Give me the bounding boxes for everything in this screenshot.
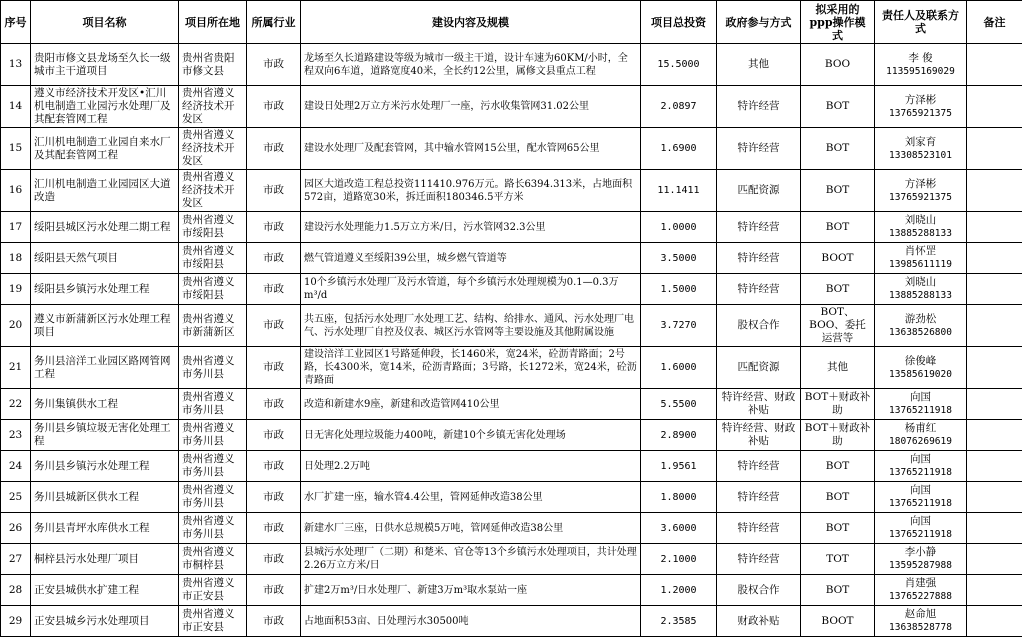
- cell-location: 贵州省遵义市桐梓县: [179, 544, 247, 575]
- cell-contact: [875, 606, 967, 637]
- cell-no: 26: [1, 513, 31, 544]
- cell-no: 17: [1, 212, 31, 243]
- cell-notes: [967, 451, 1022, 482]
- cell-scope: 新建水厂三座，日供水总规模5万吨，管网延伸改造38公里: [301, 513, 641, 544]
- cell-industry: 市政: [247, 451, 301, 482]
- cell-ppp-mode: BOO: [801, 44, 875, 86]
- cell-location: 贵州省遵义市务川县: [179, 347, 247, 389]
- header-contact: 责任人及联系方式: [875, 1, 967, 44]
- cell-no: 24: [1, 451, 31, 482]
- cell-location: 贵州省遵义经济技术开发区: [179, 128, 247, 170]
- cell-notes: [967, 606, 1022, 637]
- table-row: [1, 44, 1022, 86]
- cell-ppp-mode: BOT＋财政补助: [801, 389, 875, 420]
- cell-project-name: 遵义市经济技术开发区•汇川机电制造工业园污水处理厂及其配套管网工程: [31, 86, 179, 128]
- header-scope: 建设内容及规模: [301, 1, 641, 44]
- cell-notes: [967, 389, 1022, 420]
- cell-notes: [967, 44, 1022, 86]
- cell-ppp-mode: BOT、BOO、委托运营等: [801, 305, 875, 347]
- cell-ppp-mode: BOT＋财政补助: [801, 420, 875, 451]
- header-ppp-mode: 拟采用的ppp操作模式: [801, 1, 875, 44]
- cell-gov-role: 特许经营: [717, 451, 801, 482]
- contact-person: 方泽彬: [904, 93, 937, 106]
- cell-industry: 市政: [247, 44, 301, 86]
- cell-notes: [967, 575, 1022, 606]
- cell-no: 15: [1, 128, 31, 170]
- contact-person: 肖怀罡: [904, 245, 937, 257]
- contact-person: 向国: [910, 515, 931, 527]
- contact-person: 刘晓山: [904, 214, 937, 226]
- cell-no: 18: [1, 243, 31, 274]
- contact-phone: 13595287988: [889, 560, 952, 571]
- cell-project-name: 桐梓县污水处理厂项目: [31, 544, 179, 575]
- header-investment: 项目总投资: [641, 1, 717, 44]
- cell-industry: 市政: [247, 544, 301, 575]
- contact-person: 方泽彬: [904, 177, 937, 190]
- cell-no: 16: [1, 170, 31, 212]
- cell-industry: 市政: [247, 389, 301, 420]
- contact-phone: 13765211918: [889, 498, 952, 509]
- contact-phone: 13308523101: [889, 149, 952, 161]
- header-no: 序号: [1, 1, 31, 44]
- cell-notes: [967, 274, 1022, 305]
- cell-industry: 市政: [247, 482, 301, 513]
- contact-phone: 13638526800: [889, 326, 952, 338]
- cell-contact: [875, 128, 967, 170]
- cell-contact: [875, 170, 967, 212]
- cell-gov-role: 特许经营、财政补贴: [717, 420, 801, 451]
- cell-gov-role: 特许经营: [717, 212, 801, 243]
- cell-contact: [875, 451, 967, 482]
- contact-phone: 13765921375: [889, 191, 952, 203]
- cell-investment: 3.7270: [641, 305, 717, 347]
- cell-scope: 龙场至久长道路建设等级为城市一级主干道，设计车速为60KM/小时，全程双向6车道，道路宽度40米，全长约12公里，属修文县重点工程: [301, 44, 641, 86]
- cell-investment: 3.6000: [641, 513, 717, 544]
- cell-industry: 市政: [247, 243, 301, 274]
- cell-gov-role: 特许经营: [717, 86, 801, 128]
- cell-location: 贵州省遵义市务川县: [179, 482, 247, 513]
- cell-project-name: 务川县青坪水库供水工程: [31, 513, 179, 544]
- contact-person: 刘晓山: [904, 276, 937, 288]
- header-gov-role: 政府参与方式: [717, 1, 801, 44]
- cell-contact: [875, 389, 967, 420]
- cell-no: 21: [1, 347, 31, 389]
- cell-gov-role: 特许经营: [717, 274, 801, 305]
- cell-scope: 水厂扩建一座，输水管4.4公里，管网延伸改造38公里: [301, 482, 641, 513]
- table-row: [1, 575, 1022, 606]
- cell-notes: [967, 128, 1022, 170]
- cell-ppp-mode: BOOT: [801, 606, 875, 637]
- table-row: [1, 606, 1022, 637]
- cell-project-name: 遵义市新蒲新区污水处理工程项目: [31, 305, 179, 347]
- cell-project-name: 务川县乡镇垃圾无害化处理工程: [31, 420, 179, 451]
- cell-notes: [967, 420, 1022, 451]
- cell-scope: 县城污水处理厂（二期）和楚米、官仓等13个乡镇污水处理项目，共计处理2.26万立方米/日: [301, 544, 641, 575]
- table-body: [1, 44, 1022, 637]
- cell-project-name: 绥阳县城区污水处理二期工程: [31, 212, 179, 243]
- cell-gov-role: 财政补贴: [717, 606, 801, 637]
- cell-project-name: 正安县城供水扩建工程: [31, 575, 179, 606]
- cell-location: 贵州省遵义市务川县: [179, 513, 247, 544]
- cell-no: 23: [1, 420, 31, 451]
- cell-location: 贵州省遵义经济技术开发区: [179, 86, 247, 128]
- cell-investment: 1.0000: [641, 212, 717, 243]
- cell-investment: 1.2000: [641, 575, 717, 606]
- cell-notes: [967, 544, 1022, 575]
- header-project-name: 项目名称: [31, 1, 179, 44]
- contact-phone: 13765211918: [889, 405, 952, 416]
- cell-no: 29: [1, 606, 31, 637]
- cell-scope: 建设水处理厂及配套管网，其中输水管网15公里，配水管网65公里: [301, 128, 641, 170]
- cell-industry: 市政: [247, 513, 301, 544]
- cell-ppp-mode: BOT: [801, 128, 875, 170]
- cell-industry: 市政: [247, 347, 301, 389]
- cell-gov-role: 股权合作: [717, 575, 801, 606]
- contact-phone: 13765921375: [889, 107, 952, 119]
- cell-scope: 建设日处理2万立方米污水处理厂一座，污水收集管网31.02公里: [301, 86, 641, 128]
- cell-scope: 建设涪洋工业园区1号路延伸段，长1460米，宽24米，砼沥青路面；2号路，长4300米，宽14米，砼沥青路面；3号路，长1272米，宽24米，砼沥青路面: [301, 347, 641, 389]
- contact-person: 李小静: [904, 546, 937, 558]
- cell-location: 贵州省遵义市绥阳县: [179, 274, 247, 305]
- cell-scope: 日处理2.2万吨: [301, 451, 641, 482]
- contact-person: 游劲松: [904, 312, 937, 325]
- contact-person: 向国: [910, 391, 931, 403]
- cell-no: 13: [1, 44, 31, 86]
- contact-person: 向国: [910, 484, 931, 496]
- cell-scope: 日无害化处理垃圾能力400吨，新建10个乡镇无害化处理场: [301, 420, 641, 451]
- cell-location: 贵州省贵阳市修文县: [179, 44, 247, 86]
- cell-investment: 2.8900: [641, 420, 717, 451]
- table-row: [1, 212, 1022, 243]
- cell-contact: [875, 482, 967, 513]
- table-row: [1, 420, 1022, 451]
- contact-person: 徐俊峰: [904, 354, 937, 367]
- cell-location: 贵州省遵义市正安县: [179, 606, 247, 637]
- header-row: [1, 1, 1022, 44]
- cell-ppp-mode: BOT: [801, 575, 875, 606]
- table-row: [1, 451, 1022, 482]
- cell-investment: 1.5000: [641, 274, 717, 305]
- cell-gov-role: 股权合作: [717, 305, 801, 347]
- cell-notes: [967, 243, 1022, 274]
- cell-notes: [967, 305, 1022, 347]
- cell-gov-role: 特许经营: [717, 544, 801, 575]
- cell-investment: 1.6900: [641, 128, 717, 170]
- cell-scope: 建设污水处理能力1.5万立方米/日，污水管网32.3公里: [301, 212, 641, 243]
- cell-industry: 市政: [247, 606, 301, 637]
- table-row: [1, 128, 1022, 170]
- cell-notes: [967, 513, 1022, 544]
- cell-location: 贵州省遵义市务川县: [179, 451, 247, 482]
- cell-contact: [875, 212, 967, 243]
- contact-phone: 13765211918: [889, 467, 952, 478]
- cell-contact: [875, 274, 967, 305]
- contact-phone: 13885288133: [889, 228, 952, 239]
- cell-location: 贵州省遵义市正安县: [179, 575, 247, 606]
- cell-scope: 10个乡镇污水处理厂及污水管道，每个乡镇污水处理规模为0.1—0.3万m³/d: [301, 274, 641, 305]
- cell-location: 贵州省遵义经济技术开发区: [179, 170, 247, 212]
- table-row: [1, 305, 1022, 347]
- cell-ppp-mode: BOT: [801, 86, 875, 128]
- cell-ppp-mode: 其他: [801, 347, 875, 389]
- contact-phone: 13638528778: [889, 622, 952, 633]
- table-row: [1, 513, 1022, 544]
- cell-contact: [875, 575, 967, 606]
- cell-project-name: 汇川机电制造工业园园区大道改造: [31, 170, 179, 212]
- cell-no: 25: [1, 482, 31, 513]
- cell-project-name: 务川县乡镇污水处理工程: [31, 451, 179, 482]
- cell-scope: 占地面积53亩、日处理污水30500吨: [301, 606, 641, 637]
- contact-person: 杨甫红: [904, 422, 937, 434]
- cell-investment: 5.5500: [641, 389, 717, 420]
- cell-contact: [875, 544, 967, 575]
- cell-investment: 1.9561: [641, 451, 717, 482]
- cell-no: 28: [1, 575, 31, 606]
- cell-project-name: 绥阳县天然气项目: [31, 243, 179, 274]
- cell-location: 贵州省遵义市绥阳县: [179, 243, 247, 274]
- cell-notes: [967, 482, 1022, 513]
- cell-location: 贵州省遵义市务川县: [179, 420, 247, 451]
- cell-ppp-mode: BOT: [801, 212, 875, 243]
- table-row: [1, 274, 1022, 305]
- table-row: [1, 347, 1022, 389]
- cell-no: 22: [1, 389, 31, 420]
- cell-no: 19: [1, 274, 31, 305]
- cell-ppp-mode: TOT: [801, 544, 875, 575]
- contact-phone: 13765211918: [889, 529, 952, 540]
- cell-ppp-mode: BOT: [801, 482, 875, 513]
- cell-investment: 2.0897: [641, 86, 717, 128]
- cell-gov-role: 匹配资源: [717, 170, 801, 212]
- cell-industry: 市政: [247, 170, 301, 212]
- cell-investment: 15.5000: [641, 44, 717, 86]
- cell-project-name: 务川集镇供水工程: [31, 389, 179, 420]
- cell-industry: 市政: [247, 575, 301, 606]
- cell-gov-role: 匹配资源: [717, 347, 801, 389]
- contact-phone: 13885288133: [889, 290, 952, 301]
- cell-gov-role: 其他: [717, 44, 801, 86]
- cell-investment: 2.3585: [641, 606, 717, 637]
- cell-ppp-mode: BOT: [801, 513, 875, 544]
- cell-scope: 扩建2万m³/日水处理厂、新建3万m³取水泵站一座: [301, 575, 641, 606]
- cell-location: 贵州省遵义市绥阳县: [179, 212, 247, 243]
- cell-location: 贵州省遵义市务川县: [179, 389, 247, 420]
- cell-scope: 园区大道改造工程总投资111410.976万元。路长6394.313米，占地面积572亩，道路宽30米，拆迁面积180346.5平方米: [301, 170, 641, 212]
- cell-location: 贵州省遵义市新蒲新区: [179, 305, 247, 347]
- cell-notes: [967, 212, 1022, 243]
- contact-person: 李 俊: [908, 51, 933, 64]
- cell-project-name: 正安县城乡污水处理项目: [31, 606, 179, 637]
- cell-investment: 1.8000: [641, 482, 717, 513]
- contact-person: 刘家育: [904, 135, 937, 148]
- cell-industry: 市政: [247, 128, 301, 170]
- cell-no: 27: [1, 544, 31, 575]
- cell-scope: 共五座，包括污水处理厂水处理工艺、结构、给排水、通风、污水处理厂电气、污水处理厂自控及仪表、城区污水管网等主要设施及其他附属设施: [301, 305, 641, 347]
- cell-project-name: 绥阳县乡镇污水处理工程: [31, 274, 179, 305]
- cell-project-name: 汇川机电制造工业园自来水厂及其配套管网工程: [31, 128, 179, 170]
- cell-contact: [875, 86, 967, 128]
- contact-phone: 113595169029: [886, 65, 955, 77]
- cell-notes: [967, 170, 1022, 212]
- contact-phone: 18076269619: [889, 436, 952, 447]
- cell-ppp-mode: BOT: [801, 274, 875, 305]
- cell-project-name: 贵阳市修文县龙场至久长一级城市主干道项目: [31, 44, 179, 86]
- cell-gov-role: 特许经营: [717, 482, 801, 513]
- cell-contact: [875, 44, 967, 86]
- cell-no: 20: [1, 305, 31, 347]
- contact-phone: 13765227888: [889, 591, 952, 602]
- table-row: [1, 389, 1022, 420]
- cell-notes: [967, 86, 1022, 128]
- table-row: [1, 170, 1022, 212]
- cell-scope: 改造和新建水9座，新建和改造管网410公里: [301, 389, 641, 420]
- cell-industry: 市政: [247, 212, 301, 243]
- table-row: [1, 86, 1022, 128]
- contact-phone: 13585619020: [889, 368, 952, 380]
- cell-contact: [875, 305, 967, 347]
- contact-phone: 13985611119: [889, 259, 952, 270]
- cell-industry: 市政: [247, 274, 301, 305]
- header-industry: 所属行业: [247, 1, 301, 44]
- cell-project-name: 务川县涪洋工业园区路网管网工程: [31, 347, 179, 389]
- cell-gov-role: 特许经营: [717, 243, 801, 274]
- cell-no: 14: [1, 86, 31, 128]
- cell-contact: [875, 513, 967, 544]
- cell-investment: 3.5000: [641, 243, 717, 274]
- cell-contact: [875, 347, 967, 389]
- cell-gov-role: 特许经营: [717, 513, 801, 544]
- cell-ppp-mode: BOOT: [801, 243, 875, 274]
- contact-person: 赵命旭: [904, 608, 937, 620]
- cell-gov-role: 特许经营、财政补贴: [717, 389, 801, 420]
- cell-industry: 市政: [247, 305, 301, 347]
- table-row: [1, 243, 1022, 274]
- cell-industry: 市政: [247, 86, 301, 128]
- cell-project-name: 务川县城新区供水工程: [31, 482, 179, 513]
- table-row: [1, 544, 1022, 575]
- contact-person: 向国: [910, 453, 931, 465]
- cell-ppp-mode: BOT: [801, 170, 875, 212]
- cell-contact: [875, 420, 967, 451]
- header-notes: 备注: [967, 1, 1022, 44]
- cell-investment: 1.6000: [641, 347, 717, 389]
- cell-contact: [875, 243, 967, 274]
- cell-investment: 11.1411: [641, 170, 717, 212]
- cell-ppp-mode: BOT: [801, 451, 875, 482]
- header-location: 项目所在地: [179, 1, 247, 44]
- table-row: [1, 482, 1022, 513]
- cell-scope: 燃气管道遵义至绥阳39公里，城乡燃气管道等: [301, 243, 641, 274]
- cell-notes: [967, 347, 1022, 389]
- cell-industry: 市政: [247, 420, 301, 451]
- cell-gov-role: 特许经营: [717, 128, 801, 170]
- contact-person: 肖建强: [904, 577, 937, 589]
- cell-investment: 2.1000: [641, 544, 717, 575]
